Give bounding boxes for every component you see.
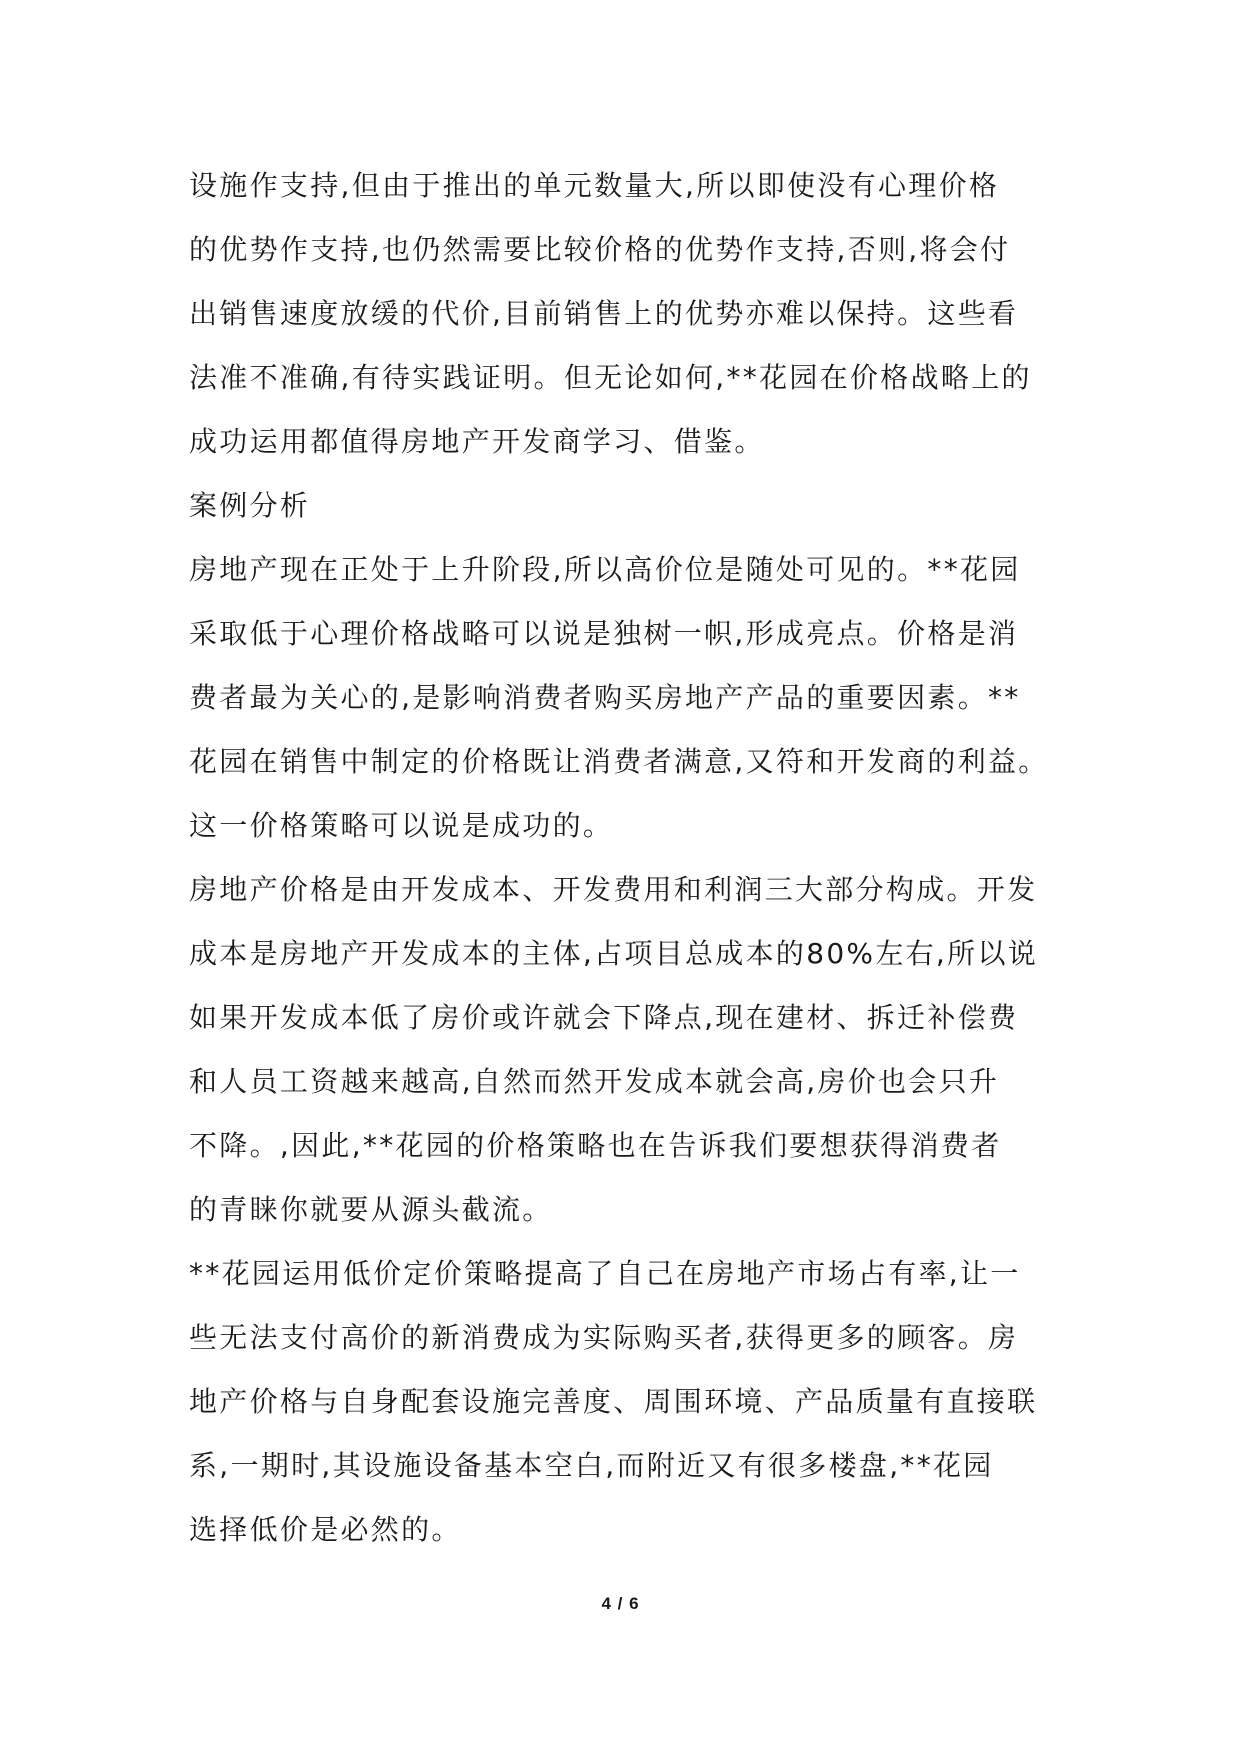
document-body	[189, 160, 1069, 1568]
text-line: 出销售速度放缓的代价,目前销售上的优势亦难以保持。这些看	[189, 297, 1019, 330]
text-line: 费者最为关心的,是影响消费者购买房地产产品的重要因素。**	[189, 681, 1021, 714]
text-line: 和人员工资越来越高,自然而然开发成本就会高,房价也会只升	[189, 1065, 1000, 1098]
text-line: **花园运用低价定价策略提高了自己在房地产市场占有率,让一	[189, 1257, 1021, 1290]
text-line: 花园在销售中制定的价格既让消费者满意,又符和开发商的利益。	[189, 745, 1049, 778]
section-heading: 案例分析	[189, 489, 311, 522]
text-line: 房地产现在正处于上升阶段,所以高价位是随处可见的。**花园	[189, 553, 1021, 586]
text-line: 设施作支持,但由于推出的单元数量大,所以即使没有心理价格	[189, 169, 1000, 202]
text-line: 的优势作支持,也仍然需要比较价格的优势作支持,否则,将会付	[189, 233, 1011, 266]
text-line: 这一价格策略可以说是成功的。	[189, 809, 614, 842]
text-line: 选择低价是必然的。	[189, 1513, 462, 1546]
text-line: 如果开发成本低了房价或许就会下降点,现在建材、拆迁补偿费	[189, 1001, 1019, 1034]
text-line: 不降。,因此,**花园的价格策略也在告诉我们要想获得消费者	[189, 1129, 1002, 1162]
text-line: 采取低于心理价格战略可以说是独树一帜,形成亮点。价格是消	[189, 617, 1019, 650]
text-line: 法准不准确,有待实践证明。但无论如何,**花园在价格战略上的	[189, 361, 1032, 394]
text-line: 地产价格与自身配套设施完善度、周围环境、产品质量有直接联	[189, 1385, 1038, 1418]
text-line: 成本是房地产开发成本的主体,占项目总成本的80%左右,所以说	[189, 937, 1039, 970]
text-line: 的青睐你就要从源头截流。	[189, 1193, 553, 1226]
text-line: 些无法支付高价的新消费成为实际购买者,获得更多的顾客。房	[189, 1321, 1019, 1354]
text-line: 成功运用都值得房地产开发商学习、借鉴。	[189, 425, 765, 458]
text-line: 房地产价格是由开发成本、开发费用和利润三大部分构成。开发	[189, 873, 1038, 906]
text-line: 系,一期时,其设施设备基本空白,而附近又有很多楼盘,**花园	[189, 1449, 994, 1482]
page-number: 4 / 6	[601, 1594, 640, 1613]
